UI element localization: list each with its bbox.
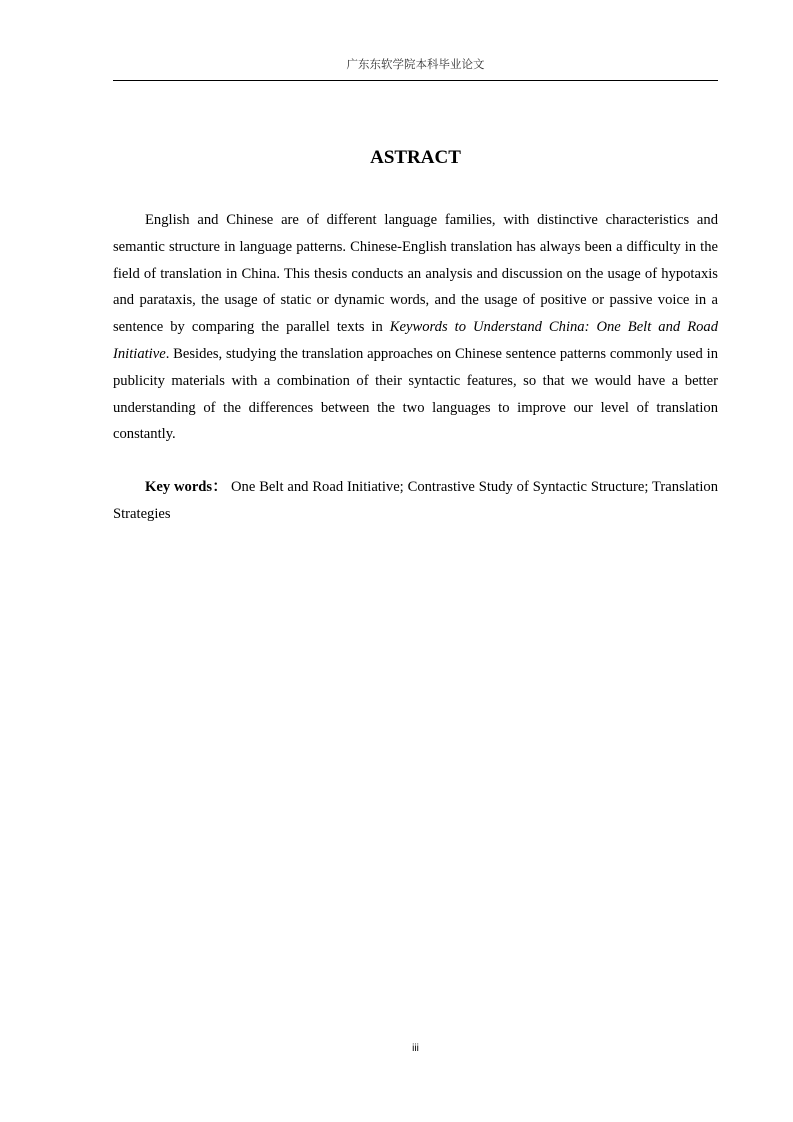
abstract-body xyxy=(113,207,718,448)
header-divider xyxy=(113,80,718,81)
keywords-paragraph xyxy=(113,474,718,528)
keywords-text: One Belt and Road Initiative; Contrastive Study of Syntactic Structure; Translation Strategies xyxy=(113,479,718,522)
abstract-book-title: Keywords to Understand China: One Belt and Road Initiative xyxy=(113,319,718,362)
keywords-label: Key words： xyxy=(145,479,228,495)
abstract-text-part2: . Besides, studying the translation approaches on Chinese sentence patterns commonly used in publicity materials with a combination of their syntactic features, so that we would have a better understanding of the differences between the two languages to improve our level of translation constantly. xyxy=(113,345,718,443)
running-header: 广东东软学院本科毕业论文 xyxy=(346,57,485,71)
abstract-text-part1: English and Chinese are of different language families, with distinctive characteristics and semantic structure in language patterns. Chinese-English translation has always been a difficulty in the field of translation in China. This thesis conducts an analysis and discussion on the usage of hypotaxis and parataxis, the usage of static or dynamic words, and the usage of positive or passive voice in a sentence by comparing the parallel texts in xyxy=(113,212,718,336)
page-number: iii xyxy=(412,1043,419,1054)
abstract-title: ASTRACT xyxy=(370,147,461,168)
